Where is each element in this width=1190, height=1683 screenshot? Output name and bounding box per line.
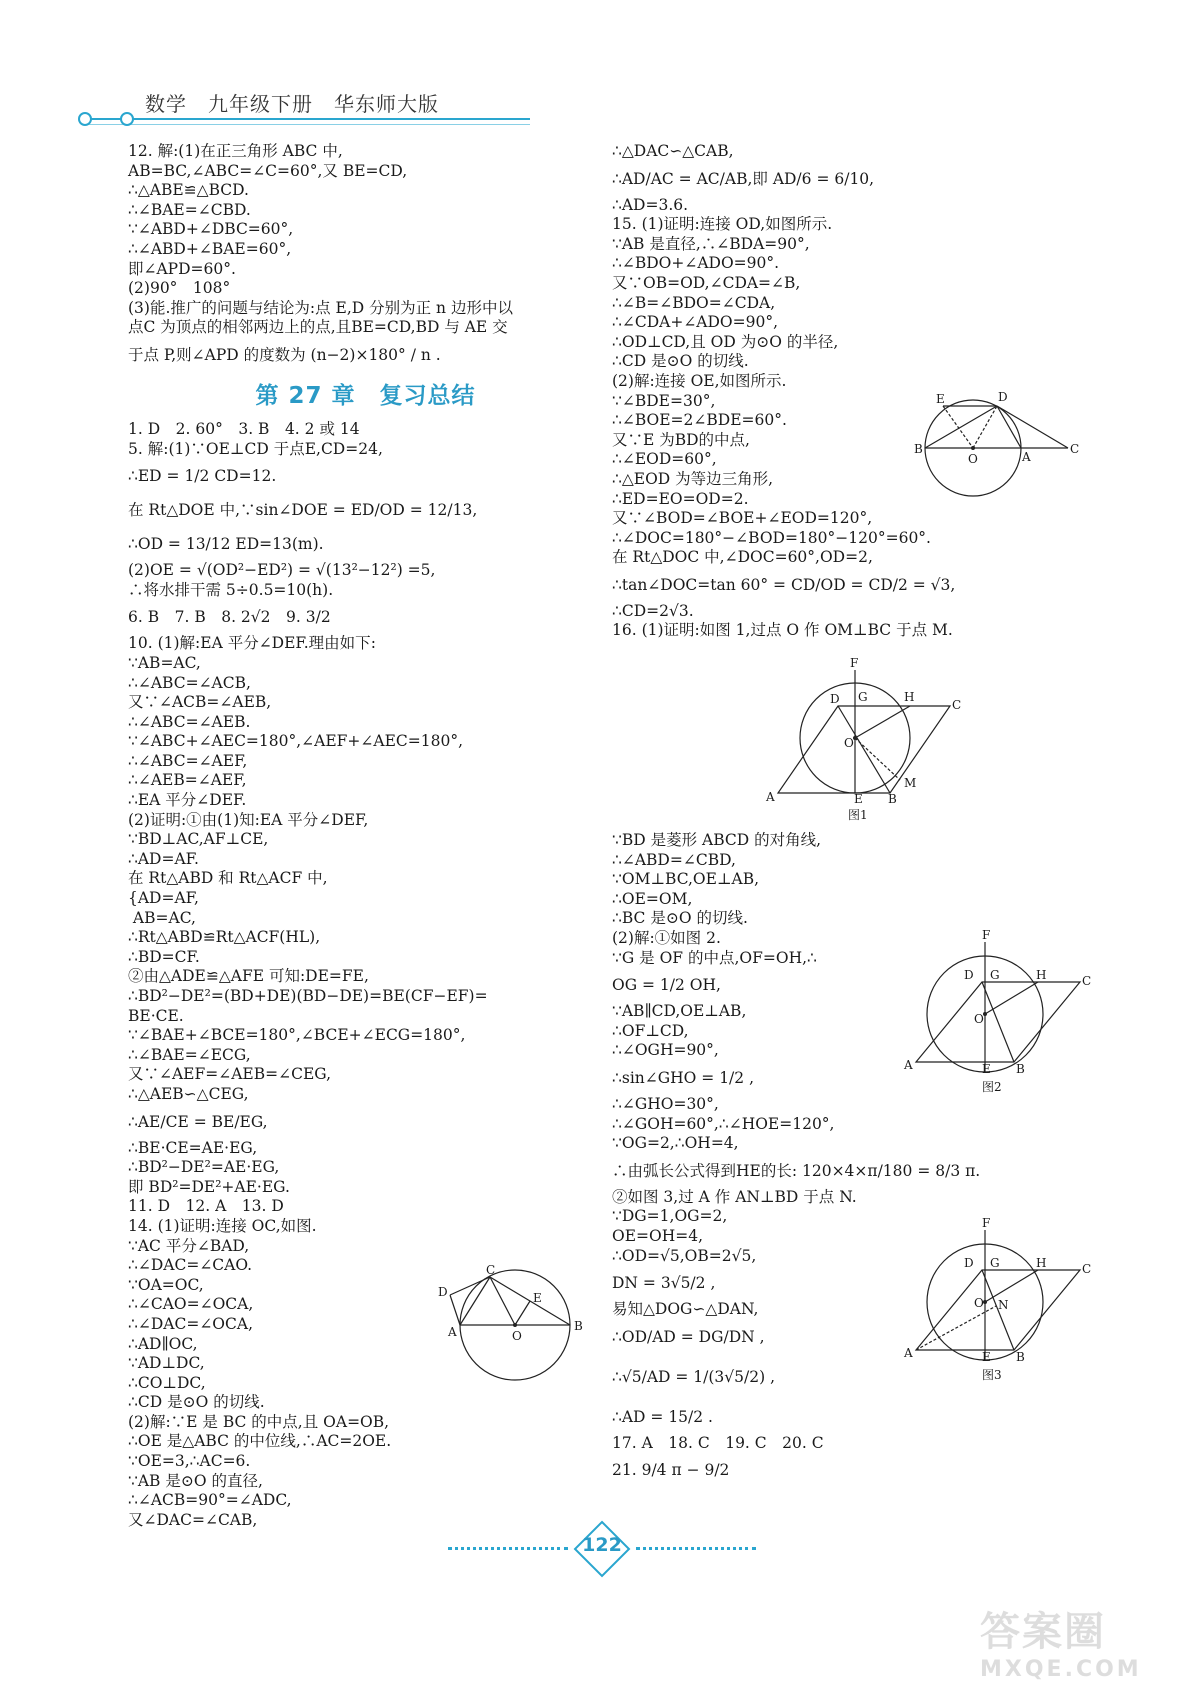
answer-line: ∵OE=3,∴AC=6. [128, 1452, 251, 1471]
fig1-label-g: G [858, 690, 868, 704]
answer-line: ∵OM⊥BC,OE⊥AB, [612, 870, 760, 889]
fig3-label-a: A [904, 1346, 913, 1360]
answer-line: ∴ED = 1/2 CD=12. [128, 467, 277, 486]
answer-line: ∴BD=CF. [128, 947, 200, 966]
answer-line: ∵AB∥CD,OE⊥AB, [612, 1002, 747, 1021]
fig3-label-o: O [974, 1296, 984, 1310]
figure-q15 [914, 390, 1080, 502]
answer-line: 于点 P,则∠APD 的度数为 (n−2)×180° / n . [128, 345, 441, 364]
answer-line: 16. (1)证明:如图 1,过点 O 作 OM⊥BC 于点 M. [612, 621, 953, 640]
answer-line: ∴AD∥OC, [128, 1334, 198, 1353]
answer-line: ∵AD⊥DC, [128, 1354, 205, 1373]
answer-line: 在 Rt△DOC 中,∠DOC=60°,OD=2, [612, 548, 873, 567]
answer-line: ∴∠DAC=∠OCA, [128, 1314, 253, 1333]
fig1-label-o: O [844, 736, 854, 750]
answer-line: AB=AC, [128, 908, 196, 927]
fig2-label-b: B [1016, 1062, 1025, 1076]
answer-line: ∴CD=2√3. [612, 601, 694, 620]
answer-line: ∴EA 平分∠DEF. [128, 791, 247, 810]
answer-line: ∵AB=AC, [128, 653, 201, 672]
answer-line: ∴sin∠GHO = 1/2 , [612, 1069, 754, 1087]
answer-line: 6. B 7. B 8. 2√2 9. 3/2 [128, 608, 331, 627]
answer-line: ∴BC 是⊙O 的切线. [612, 909, 748, 928]
answer-line: 21. 9/4 π − 9/2 [612, 1461, 730, 1480]
answer-line: 12. 解:(1)在正三角形 ABC 中, [128, 142, 343, 160]
answer-line: ∴△AEB∽△CEG, [128, 1084, 249, 1103]
answer-line: ∴OF⊥CD, [612, 1021, 689, 1040]
fig14-label-b: B [574, 1319, 583, 1333]
answer-line: ∴△EOD 为等边三角形, [612, 469, 774, 488]
fig3-label-f: F [982, 1216, 991, 1230]
right-answers-part2 [612, 831, 1092, 1487]
answer-line: ∵∠BDE=30°, [612, 391, 716, 410]
answer-line: OE=OH=4, [612, 1226, 704, 1245]
answer-line: 又∵E 为BD的中点, [612, 430, 750, 449]
answer-line: ∴∠OGH=90°, [612, 1041, 719, 1060]
answer-line: ∴△DAC∽△CAB, [612, 142, 734, 160]
fig2-label-h: H [1036, 968, 1047, 982]
fig3-label-n: N [998, 1298, 1009, 1312]
answer-line: ∵OA=OC, [128, 1275, 204, 1294]
fig14-label-d: D [438, 1285, 448, 1299]
answer-line: ∴∠BAE=∠CBD. [128, 200, 251, 219]
answer-line: ∴∠ABD=∠CBD, [612, 850, 736, 869]
answer-line: ∴由弧长公式得到HE的长: 120×4×π/180 = 8/3 π. [612, 1161, 981, 1180]
answer-line: ∴∠ACB=90°=∠ADC, [128, 1491, 292, 1510]
answer-line: {AD=AF, [128, 889, 199, 908]
answer-line: ∴AD = 15/2 . [612, 1407, 713, 1426]
answer-line: ∴OE=OM, [612, 889, 693, 908]
answer-line: ∴OE 是△ABC 的中位线,∴AC=2OE. [128, 1432, 392, 1451]
answer-line: ∴∠BAE=∠ECG, [128, 1045, 251, 1064]
figure-1-rhombus [766, 656, 962, 822]
answer-line: ∴∠B=∠BDO=∠CDA, [612, 293, 776, 312]
answer-line: 又∵∠BOD=∠BOE+∠EOD=120°, [612, 509, 873, 528]
answer-line: 14. (1)证明:连接 OC,如图. [128, 1216, 317, 1235]
fig3-label-g: G [990, 1256, 1000, 1270]
watermark-logo [980, 1600, 1180, 1680]
answer-line: (2)解:∵E 是 BC 的中点,且 OA=OB, [128, 1412, 390, 1431]
figure-2-rhombus [904, 928, 1100, 1094]
answer-line: ∴△ABE≌△BCD. [128, 181, 249, 200]
answer-line: ∴tan∠DOC=tan 60° = CD/OD = CD/2 = √3, [612, 575, 956, 594]
watermark-line2: MXQE.COM [980, 1657, 1142, 1682]
answer-line: ∵DG=1,OG=2, [612, 1207, 728, 1226]
answer-line: (3)能.推广的问题与结论为:点 E,D 分别为正 n 边形中以 [128, 298, 513, 317]
fig1-label-h: H [904, 690, 915, 704]
answer-line: ∴AD=3.6. [612, 195, 689, 214]
answer-line: BE·CE. [128, 1006, 184, 1025]
page-number-badge [573, 1520, 631, 1578]
header-title: 数学 九年级下册 华东师大版 [145, 92, 439, 116]
answer-line: ∴√5/AD = 1/(3√5/2) , [612, 1367, 775, 1386]
answer-line: ∴∠ABC=∠AEF, [128, 751, 248, 770]
answer-line: ②由△ADE≌△AFE 可知:DE=FE, [128, 967, 369, 986]
fig3-label-b: B [1016, 1350, 1025, 1364]
answer-line: ∴CO⊥DC, [128, 1373, 206, 1392]
answer-line: 17. A 18. C 19. C 20. C [612, 1433, 824, 1452]
answer-line: ∴∠CDA+∠ADO=90°, [612, 313, 779, 332]
fig2-label-e: E [982, 1062, 991, 1076]
answer-line: ∴∠BDO+∠ADO=90°. [612, 254, 780, 273]
answer-line: ∴∠DAC=∠CAO. [128, 1256, 253, 1275]
answer-line: ∴BE·CE=AE·EG, [128, 1138, 258, 1157]
answer-line: ∵OG=2,∴OH=4, [612, 1134, 739, 1153]
fig14-label-a: A [448, 1325, 457, 1339]
fig15-label-e: E [936, 392, 945, 406]
answer-line: ∴CD 是⊙O 的切线. [612, 352, 749, 371]
answer-line: 15. (1)证明:连接 OD,如图所示. [612, 215, 833, 234]
answer-line: 又∠DAC=∠CAB, [128, 1510, 258, 1529]
answer-line: AB=BC,∠ABC=∠C=60°,又 BE=CD, [128, 161, 408, 180]
answer-line: (2)解:①如图 2. [612, 929, 721, 948]
fig1-label-a: A [766, 790, 775, 804]
fig3-label-d: D [964, 1256, 974, 1270]
answer-line: ∵∠ABC+∠AEC=180°,∠AEF+∠AEC=180°, [128, 732, 464, 751]
answer-line: ∴OD = 13/12 ED=13(m). [128, 535, 324, 554]
answer-line: 易知△DOG∽△DAN, [612, 1300, 759, 1319]
header-dot-icon [78, 112, 92, 126]
fig14-label-o: O [512, 1329, 522, 1343]
answer-line: ∵AB 是⊙O 的直径, [128, 1471, 263, 1490]
answer-line: ∴CD 是⊙O 的切线. [128, 1393, 265, 1412]
answer-line: ∴∠CAO=∠OCA, [128, 1295, 254, 1314]
fig15-label-d: D [998, 390, 1008, 404]
fig3-caption: 图3 [982, 1368, 1002, 1382]
answer-line: ∴∠DOC=180°−∠BOD=180°−120°=60°. [612, 528, 931, 547]
fig15-label-c: C [1070, 442, 1080, 456]
fig1-label-c: C [952, 698, 962, 712]
fig15-label-o: O [968, 452, 978, 466]
answer-line: ∴BD²−DE²=(BD+DE)(BD−DE)=BE(CF−EF)= [128, 987, 488, 1005]
answer-line: ∴∠AEB=∠AEF, [128, 771, 247, 790]
answer-line: ∴Rt△ABD≌Rt△ACF(HL), [128, 928, 321, 947]
answer-line: ∴∠EOD=60°, [612, 450, 717, 469]
answer-line: ∵BD 是菱形 ABCD 的对角线, [612, 831, 822, 850]
fig1-label-m: M [904, 776, 917, 790]
fig2-label-o: O [974, 1012, 984, 1026]
fig2-label-a: A [904, 1058, 913, 1072]
header-rule [84, 118, 530, 120]
answer-line: ∴OD⊥CD,且 OD 为⊙O 的半径, [612, 332, 839, 351]
answer-line: 10. (1)解:EA 平分∠DEF.理由如下: [128, 634, 376, 653]
answer-line: ∵∠ABD+∠DBC=60°, [128, 220, 294, 239]
fig14-label-e: E [533, 1291, 542, 1305]
answer-line: ∴ED=EO=OD=2. [612, 489, 749, 508]
fig3-label-c: C [1082, 1262, 1092, 1276]
answer-line: 1. D 2. 60° 3. B 4. 2 或 14 [128, 419, 360, 438]
answer-line: ∵G 是 OF 的中点,OF=OH,∴ [612, 948, 817, 967]
answer-line: OG = 1/2 OH, [612, 976, 721, 995]
footer-dots-left [448, 1547, 568, 1554]
answer-line: (2)解:连接 OE,如图所示. [612, 371, 787, 390]
fig1-label-d: D [830, 692, 840, 706]
header-rule-thin [84, 124, 530, 125]
fig15-label-b: B [914, 442, 923, 456]
header-dot-icon [120, 112, 134, 126]
fig2-label-f: F [982, 928, 991, 942]
answer-line: ∴BD²−DE²=AE·EG, [128, 1158, 280, 1177]
fig15-label-a: A [1022, 450, 1031, 464]
answer-line: (2)OE = √(OD²−ED²) = √(13²−12²) =5, [128, 561, 436, 580]
figure-3-rhombus [904, 1216, 1100, 1382]
figure-q14 [440, 1265, 590, 1395]
fig2-label-c: C [1082, 974, 1092, 988]
answer-line: 又∵∠AEF=∠AEB=∠CEG, [128, 1065, 332, 1084]
fig1-caption: 图1 [848, 808, 868, 822]
left-answers-part1 [128, 142, 603, 372]
answer-line: ∴∠GHO=30°, [612, 1095, 719, 1113]
answer-line: ∴AE/CE = BE/EG, [128, 1112, 268, 1131]
fig14-label-c: C [486, 1263, 496, 1277]
page-number: 122 [582, 1534, 622, 1556]
fig2-label-d: D [964, 968, 974, 982]
fig2-label-g: G [990, 968, 1000, 982]
watermark-line1: 答案圈 [980, 1609, 1106, 1655]
answer-line: ∴OD=√5,OB=2√5, [612, 1246, 757, 1265]
answer-line: ∴∠ABC=∠AEB. [128, 712, 251, 731]
answer-line: ∵BD⊥AC,AF⊥CE, [128, 830, 269, 849]
answer-line: 又∵∠ACB=∠AEB, [128, 693, 272, 712]
answer-line: DN = 3√5/2 , [612, 1274, 716, 1293]
answer-line: ∵AC 平分∠BAD, [128, 1236, 250, 1255]
answer-line: ∵AB 是直径,∴∠BDA=90°, [612, 234, 810, 253]
chapter-title: 第 27 章 复习总结 [255, 382, 476, 409]
answer-line: ∴AD=AF. [128, 849, 199, 868]
answer-line: 即∠APD=60°. [128, 259, 236, 278]
fig3-label-e: E [982, 1350, 991, 1364]
answer-line: ②如图 3,过 A 作 AN⊥BD 于点 N. [612, 1187, 857, 1206]
answer-line: ∴∠BOE=2∠BDE=60°. [612, 411, 787, 430]
answer-line: ∴将水排干需 5÷0.5=10(h). [128, 580, 334, 599]
answer-line: ∵∠BAE+∠BCE=180°,∠BCE+∠ECG=180°, [128, 1026, 466, 1045]
answer-line: 点C 为顶点的相邻两边上的点,且BE=CD,BD 与 AE 交 [128, 318, 508, 337]
answer-line: ∴∠ABC=∠ACB, [128, 673, 251, 692]
answer-line: 在 Rt△ABD 和 Rt△ACF 中, [128, 869, 328, 888]
fig1-label-b: B [888, 792, 897, 806]
answer-line: 在 Rt△DOE 中,∵sin∠DOE = ED/OD = 12/13, [128, 501, 478, 520]
answer-line: (2)证明:①由(1)知:EA 平分∠DEF, [128, 810, 369, 829]
footer-dots-right [636, 1547, 756, 1554]
answer-line: 即 BD²=DE²+AE·EG. [128, 1177, 290, 1196]
answer-line: 5. 解:(1)∵OE⊥CD 于点E,CD=24, [128, 439, 383, 458]
fig2-caption: 图2 [982, 1080, 1002, 1094]
answer-line: 11. D 12. A 13. D [128, 1197, 284, 1216]
answer-line: ∴∠ABD+∠BAE=60°, [128, 239, 292, 258]
fig1-label-f: F [850, 656, 859, 670]
fig3-label-h: H [1036, 1256, 1047, 1270]
answer-line: (2)90° 108° [128, 279, 231, 298]
fig1-label-e: E [854, 792, 863, 806]
answer-line: ∴AD/AC = AC/AB,即 AD/6 = 6/10, [612, 169, 875, 188]
answer-line: ∴∠GOH=60°,∴∠HOE=120°, [612, 1114, 835, 1133]
answer-line: ∴OD/AD = DG/DN , [612, 1327, 765, 1346]
answer-line: 又∵OB=OD,∠CDA=∠B, [612, 273, 801, 292]
